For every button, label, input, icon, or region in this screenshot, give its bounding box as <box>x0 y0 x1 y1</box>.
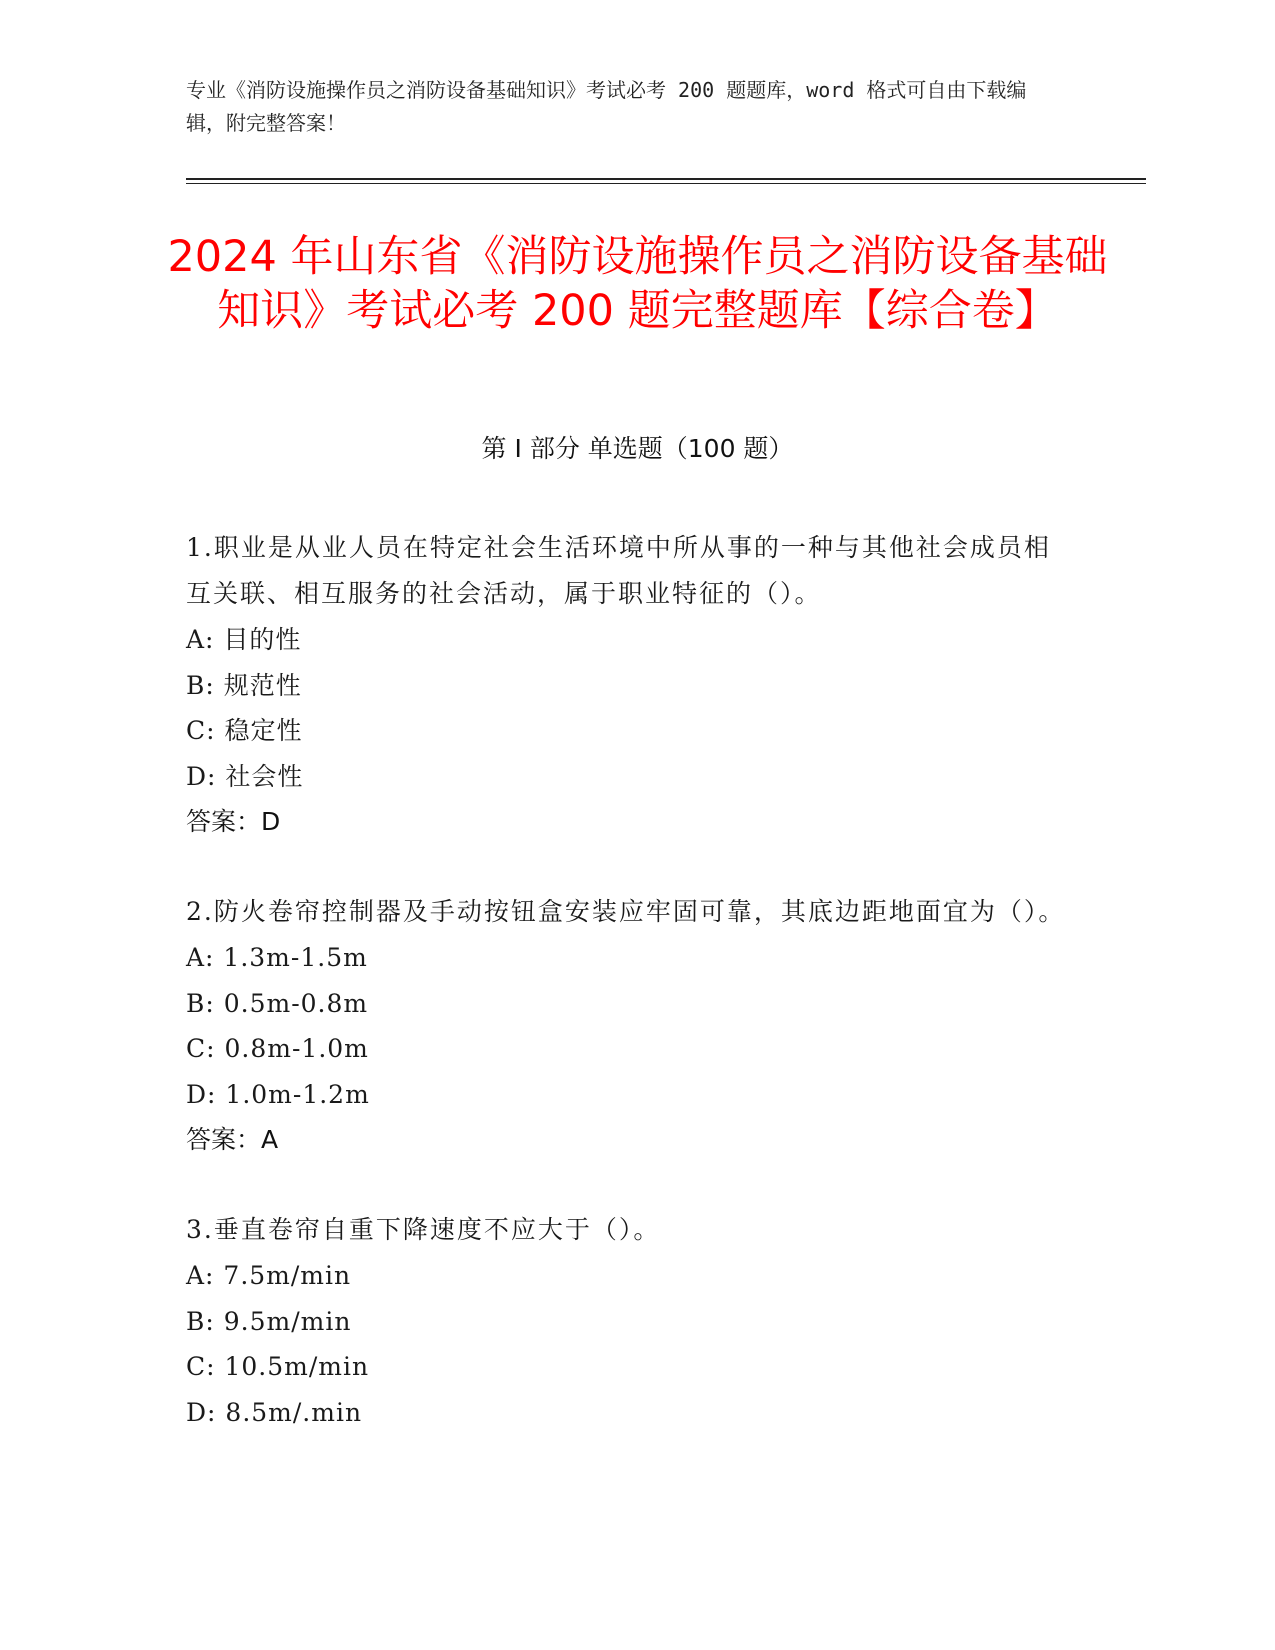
header-note: 专业《消防设施操作员之消防设备基础知识》考试必考 200 题题库，word 格式可自由下载编辑，附完整答案！ <box>186 78 1027 135</box>
option-b: B: 规范性 <box>186 670 302 700</box>
option-b: B: 0.5m-0.8m <box>186 988 369 1018</box>
answer-line: 答案：D <box>186 807 281 836</box>
answer-line: 答案：A <box>186 1125 279 1154</box>
question-stem: 2.防火卷帘控制器及手动按钮盒安装应牢固可靠，其底边距地面宜为（）。 <box>186 897 1066 926</box>
option-b: B: 9.5m/min <box>186 1306 352 1336</box>
question-item <box>186 525 1066 845</box>
question-item <box>186 1207 1066 1435</box>
header-divider-thin <box>186 183 1146 184</box>
question-item <box>186 889 1066 1163</box>
option-a: A: 7.5m/min <box>186 1261 352 1290</box>
option-c: C: 10.5m/min <box>186 1352 370 1381</box>
option-a: A: 目的性 <box>186 625 302 654</box>
question-stem: 3.垂直卷帘自重下降速度不应大于（）。 <box>186 1215 661 1244</box>
option-d: D: 社会性 <box>186 761 304 791</box>
option-c: C: 0.8m-1.0m <box>186 1034 369 1063</box>
option-c: C: 稳定性 <box>186 716 303 745</box>
question-list <box>186 525 1066 1479</box>
option-a: A: 1.3m-1.5m <box>186 943 368 972</box>
section-heading: 第 I 部分 单选题（100 题） <box>481 434 794 463</box>
option-d: D: 8.5m/.min <box>186 1397 363 1427</box>
option-d: D: 1.0m-1.2m <box>186 1079 370 1109</box>
question-stem: 1.职业是从业人员在特定社会生活环境中所从事的一种与其他社会成员相互关联、相互服务的社会活动，属于职业特征的（）。 <box>186 533 1051 608</box>
document-title: 2024 年山东省《消防设施操作员之消防设备基础知识》考试必考 200 题完整题库【综合卷】 <box>167 232 1108 336</box>
header-divider-thick <box>186 178 1146 180</box>
